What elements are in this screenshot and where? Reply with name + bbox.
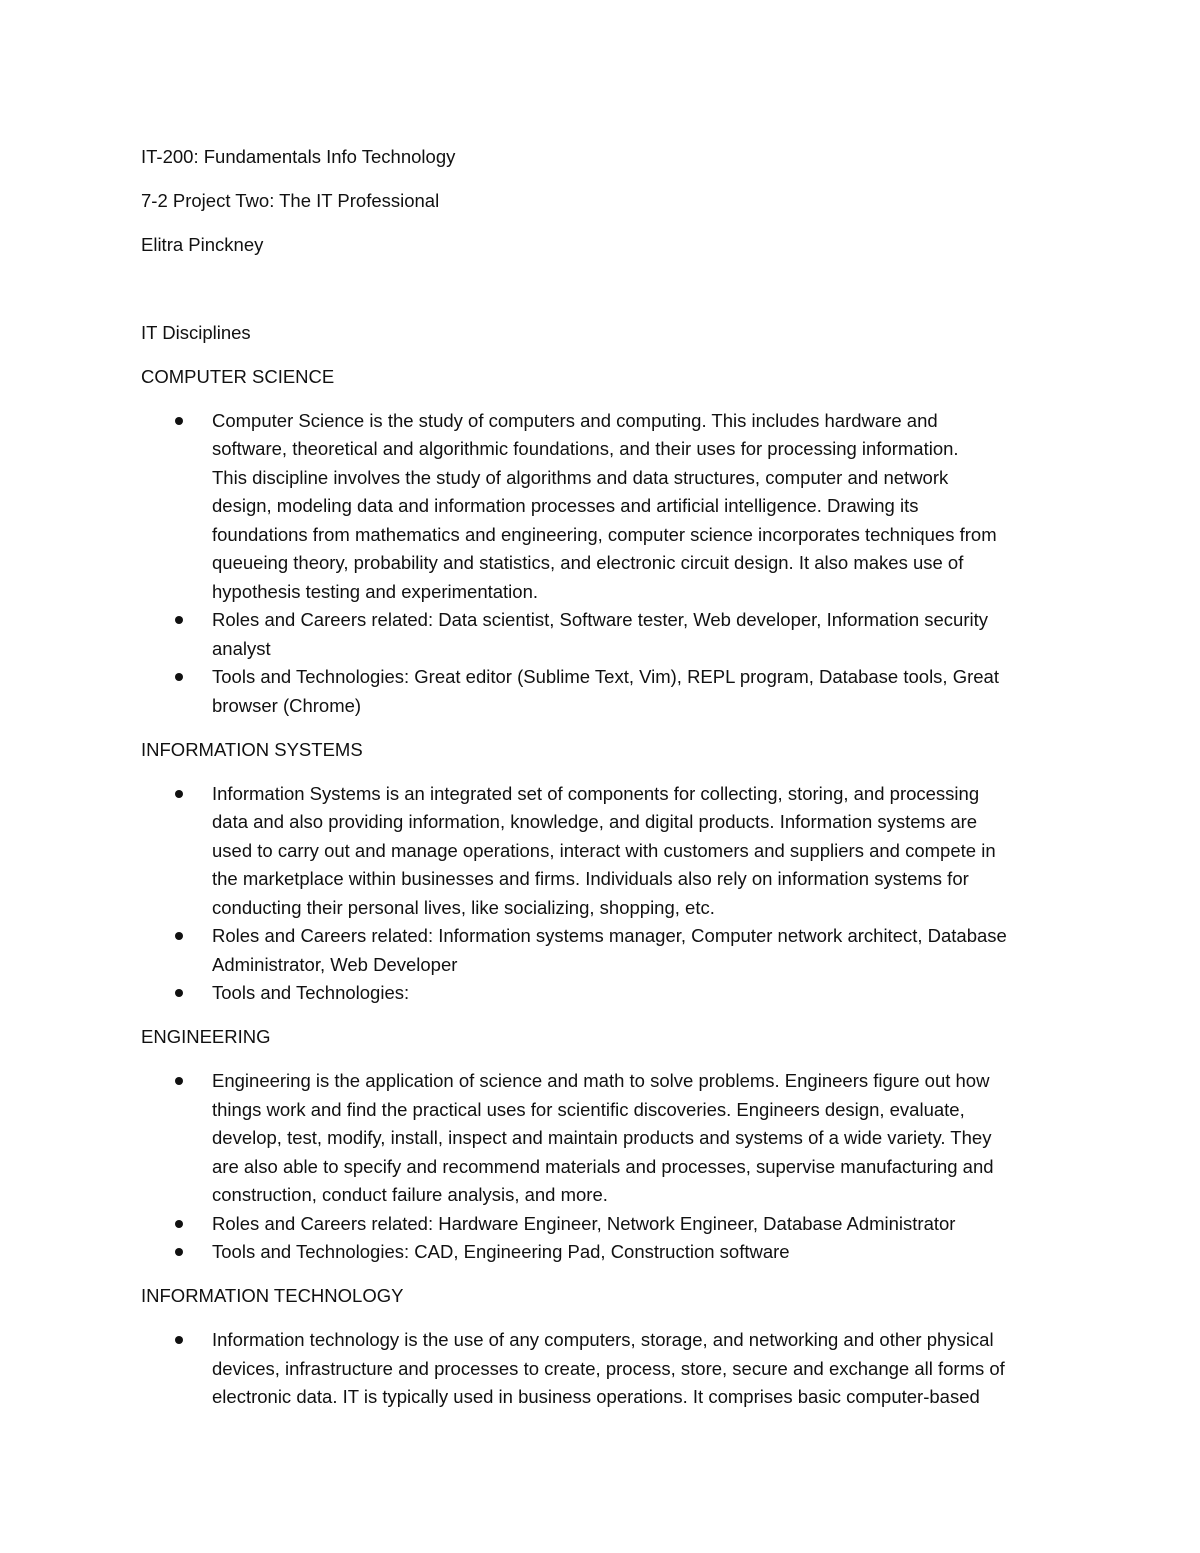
list-item xyxy=(141,979,1081,1008)
list-item-line: Tools and Technologies: CAD, Engineering Pad, Construction software xyxy=(212,1241,790,1262)
bullet-list xyxy=(141,1067,1081,1267)
list-item-line: browser (Chrome) xyxy=(212,694,362,716)
bullet-dot-icon xyxy=(175,1248,183,1256)
list-item-line: hypothesis testing and experimentation. xyxy=(212,580,539,602)
list-item-line: This discipline involves the study of algorithms and data structures, computer and network xyxy=(212,466,949,488)
list-item-line: electronic data. IT is typically used in business operations. It comprises basic computer-based xyxy=(212,1386,980,1407)
document-body xyxy=(141,143,1081,1427)
list-item-line: Roles and Careers related: Data scientist, Software tester, Web developer, Information security xyxy=(212,609,989,630)
list-item-line: Information technology is the use of any computers, storage, and networking and other physical xyxy=(212,1329,994,1350)
list-item-line: develop, test, modify, install, inspect and maintain products and systems of a wide variety. They xyxy=(212,1127,992,1148)
list-item xyxy=(141,1067,1081,1210)
list-item xyxy=(141,606,1081,663)
list-item xyxy=(141,407,1081,607)
bullet-dot-icon xyxy=(175,989,183,997)
bullet-dot-icon xyxy=(175,417,183,425)
bullet-dot-icon xyxy=(175,1077,183,1085)
assignment-title: 7-2 Project Two: The IT Professional xyxy=(141,190,440,211)
bullet-dot-icon xyxy=(175,790,183,798)
author-name: Elitra Pinckney xyxy=(141,234,264,255)
bullet-dot-icon xyxy=(175,673,183,681)
section-heading: INFORMATION SYSTEMS xyxy=(141,738,363,760)
section-heading: COMPUTER SCIENCE xyxy=(141,365,335,387)
list-item-line: are also able to specify and recommend materials and processes, supervise manufacturing and xyxy=(212,1155,994,1177)
list-item-line: devices, infrastructure and processes to create, process, store, secure and exchange all forms of xyxy=(212,1357,1005,1379)
course-title: IT-200: Fundamentals Info Technology xyxy=(141,146,456,167)
list-item-line: things work and find the practical uses for scientific discoveries. Engineers design, evaluate, xyxy=(212,1098,965,1120)
list-item xyxy=(141,1326,1081,1412)
list-item-line: Tools and Technologies: xyxy=(212,982,410,1003)
bullet-list xyxy=(141,780,1081,1008)
list-item-line: Information Systems is an integrated set of components for collecting, storing, and processing xyxy=(212,782,980,804)
section-heading: ENGINEERING xyxy=(141,1026,271,1047)
bullet-dot-icon xyxy=(175,1220,183,1228)
list-item-line: conducting their personal lives, like socializing, shopping, etc. xyxy=(212,896,715,918)
list-item-line: Roles and Careers related: Information systems manager, Computer network architect, Database xyxy=(212,925,1007,946)
list-item xyxy=(141,1210,1081,1239)
list-item-line: Administrator, Web Developer xyxy=(212,953,458,975)
list-item-line: foundations from mathematics and engineering, computer science incorporates techniques from xyxy=(212,523,997,545)
list-item-line: software, theoretical and algorithmic foundations, and their uses for processing information. xyxy=(212,438,959,459)
list-item-line: used to carry out and manage operations, interact with customers and suppliers and compete in xyxy=(212,839,996,861)
bullet-dot-icon xyxy=(175,932,183,940)
bullet-dot-icon xyxy=(175,1336,183,1344)
bullet-list xyxy=(141,407,1081,721)
sections-container xyxy=(141,363,1081,1412)
list-item-line: Roles and Careers related: Hardware Engineer, Network Engineer, Database Administrator xyxy=(212,1212,956,1234)
list-item-line: queueing theory, probability and statistics, and electronic circuit design. It also makes use of xyxy=(212,552,964,573)
list-item-line: data and also providing information, knowledge, and digital products. Information systems are xyxy=(212,811,978,832)
list-item xyxy=(141,1238,1081,1267)
bullet-dot-icon xyxy=(175,616,183,624)
list-item xyxy=(141,780,1081,923)
bullet-list xyxy=(141,1326,1081,1412)
list-item-line: Computer Science is the study of computers and computing. This includes hardware and xyxy=(212,409,938,431)
list-item-line: construction, conduct failure analysis, and more. xyxy=(212,1184,608,1205)
list-item-line: design, modeling data and information processes and artificial intelligence. Drawing its xyxy=(212,495,919,516)
document-title: IT Disciplines xyxy=(141,321,251,343)
list-item-line: Tools and Technologies: Great editor (Sublime Text, Vim), REPL program, Database tools, Great xyxy=(212,666,999,687)
list-item xyxy=(141,922,1081,979)
list-item-line: Engineering is the application of science and math to solve problems. Engineers figure out how xyxy=(212,1070,990,1091)
section-heading: INFORMATION TECHNOLOGY xyxy=(141,1285,404,1306)
list-item-line: the marketplace within businesses and firms. Individuals also rely on information systems for xyxy=(212,868,969,889)
list-item-line: analyst xyxy=(212,637,271,659)
list-item xyxy=(141,663,1081,720)
